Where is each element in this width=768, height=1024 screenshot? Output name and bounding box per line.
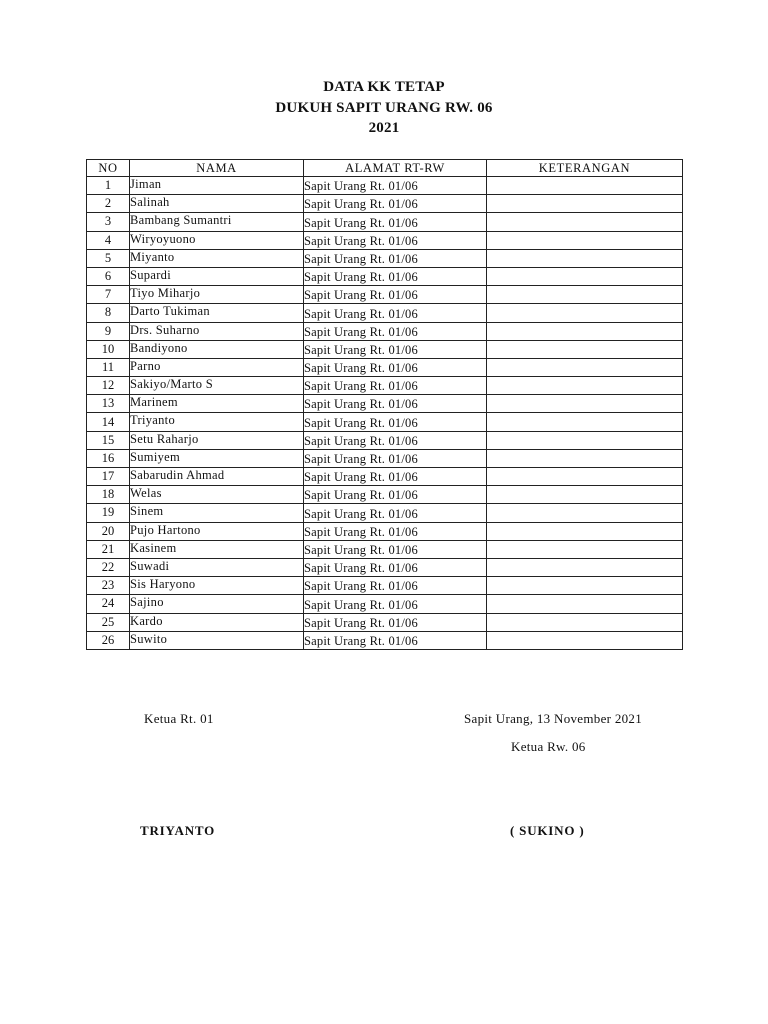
cell-keterangan xyxy=(487,322,683,340)
cell-keterangan xyxy=(487,413,683,431)
table-row xyxy=(87,504,683,522)
cell-no: 12 xyxy=(87,377,130,395)
table-row xyxy=(87,522,683,540)
cell-nama: Setu Raharjo xyxy=(130,431,304,449)
cell-alamat: Sapit Urang Rt. 01/06 xyxy=(304,286,487,304)
cell-nama: Suwito xyxy=(130,631,304,649)
table-row xyxy=(87,577,683,595)
cell-alamat: Sapit Urang Rt. 01/06 xyxy=(304,431,487,449)
cell-no: 2 xyxy=(87,195,130,213)
cell-nama: Darto Tukiman xyxy=(130,304,304,322)
table-header-row xyxy=(87,160,683,177)
cell-keterangan xyxy=(487,486,683,504)
table-row xyxy=(87,395,683,413)
cell-keterangan xyxy=(487,577,683,595)
cell-nama: Triyanto xyxy=(130,413,304,431)
place-and-date: Sapit Urang, 13 November 2021 xyxy=(464,711,643,726)
signature-left-role: Ketua Rt. 01 xyxy=(144,711,214,726)
table-row xyxy=(87,358,683,376)
cell-alamat: Sapit Urang Rt. 01/06 xyxy=(304,540,487,558)
cell-nama: Sabarudin Ahmad xyxy=(130,468,304,486)
cell-alamat: Sapit Urang Rt. 01/06 xyxy=(304,249,487,267)
cell-keterangan xyxy=(487,540,683,558)
cell-keterangan xyxy=(487,468,683,486)
table-row xyxy=(87,468,683,486)
cell-keterangan xyxy=(487,522,683,540)
cell-alamat: Sapit Urang Rt. 01/06 xyxy=(304,322,487,340)
table-body xyxy=(87,177,683,650)
cell-nama: Kasinem xyxy=(130,540,304,558)
cell-alamat: Sapit Urang Rt. 01/06 xyxy=(304,304,487,322)
cell-no: 26 xyxy=(87,631,130,649)
cell-nama: Sis Haryono xyxy=(130,577,304,595)
cell-alamat: Sapit Urang Rt. 01/06 xyxy=(304,577,487,595)
cell-no: 6 xyxy=(87,267,130,285)
cell-nama: Salinah xyxy=(130,195,304,213)
cell-alamat: Sapit Urang Rt. 01/06 xyxy=(304,177,487,195)
cell-nama: Wiryoyuono xyxy=(130,231,304,249)
cell-no: 25 xyxy=(87,613,130,631)
cell-nama: Sinem xyxy=(130,504,304,522)
cell-nama: Jiman xyxy=(130,177,304,195)
cell-no: 22 xyxy=(87,558,130,576)
cell-nama: Welas xyxy=(130,486,304,504)
cell-nama: Parno xyxy=(130,358,304,376)
kk-table xyxy=(86,159,683,650)
cell-no: 18 xyxy=(87,486,130,504)
cell-keterangan xyxy=(487,449,683,467)
table-row xyxy=(87,486,683,504)
cell-keterangan xyxy=(487,195,683,213)
cell-keterangan xyxy=(487,231,683,249)
cell-alamat: Sapit Urang Rt. 01/06 xyxy=(304,522,487,540)
table-row xyxy=(87,213,683,231)
cell-nama: Tiyo Miharjo xyxy=(130,286,304,304)
cell-nama: Bambang Sumantri xyxy=(130,213,304,231)
cell-keterangan xyxy=(487,177,683,195)
table-row xyxy=(87,413,683,431)
cell-alamat: Sapit Urang Rt. 01/06 xyxy=(304,504,487,522)
cell-nama: Suwadi xyxy=(130,558,304,576)
cell-keterangan xyxy=(487,613,683,631)
cell-no: 4 xyxy=(87,231,130,249)
column-header-no: NO xyxy=(87,160,130,177)
cell-nama: Sakiyo/Marto S xyxy=(130,377,304,395)
cell-alamat: Sapit Urang Rt. 01/06 xyxy=(304,195,487,213)
signature-left-name: TRIYANTO xyxy=(140,823,216,838)
cell-no: 17 xyxy=(87,468,130,486)
cell-no: 3 xyxy=(87,213,130,231)
cell-alamat: Sapit Urang Rt. 01/06 xyxy=(304,613,487,631)
table-row xyxy=(87,431,683,449)
table-row xyxy=(87,177,683,195)
cell-alamat: Sapit Urang Rt. 01/06 xyxy=(304,358,487,376)
cell-alamat: Sapit Urang Rt. 01/06 xyxy=(304,395,487,413)
cell-keterangan xyxy=(487,213,683,231)
cell-keterangan xyxy=(487,558,683,576)
cell-no: 21 xyxy=(87,540,130,558)
cell-alamat: Sapit Urang Rt. 01/06 xyxy=(304,340,487,358)
cell-no: 24 xyxy=(87,595,130,613)
table-row xyxy=(87,595,683,613)
document-title: DATA KK TETAP xyxy=(323,79,445,95)
table-row xyxy=(87,449,683,467)
cell-no: 15 xyxy=(87,431,130,449)
column-header-keterangan: KETERANGAN xyxy=(487,160,683,177)
document-year: 2021 xyxy=(368,120,400,136)
cell-nama: Sajino xyxy=(130,595,304,613)
cell-no: 16 xyxy=(87,449,130,467)
cell-keterangan xyxy=(487,631,683,649)
table-row xyxy=(87,322,683,340)
cell-alamat: Sapit Urang Rt. 01/06 xyxy=(304,558,487,576)
cell-nama: Pujo Hartono xyxy=(130,522,304,540)
cell-keterangan xyxy=(487,249,683,267)
cell-keterangan xyxy=(487,377,683,395)
cell-keterangan xyxy=(487,286,683,304)
cell-nama: Drs. Suharno xyxy=(130,322,304,340)
cell-no: 19 xyxy=(87,504,130,522)
cell-no: 10 xyxy=(87,340,130,358)
cell-keterangan xyxy=(487,395,683,413)
table-row xyxy=(87,195,683,213)
cell-no: 23 xyxy=(87,577,130,595)
cell-keterangan xyxy=(487,595,683,613)
cell-no: 14 xyxy=(87,413,130,431)
column-header-nama: NAMA xyxy=(130,160,304,177)
cell-nama: Sumiyem xyxy=(130,449,304,467)
table-row xyxy=(87,231,683,249)
table-row xyxy=(87,377,683,395)
cell-nama: Miyanto xyxy=(130,249,304,267)
cell-nama: Kardo xyxy=(130,613,304,631)
cell-keterangan xyxy=(487,304,683,322)
cell-keterangan xyxy=(487,340,683,358)
signature-right-role: Ketua Rw. 06 xyxy=(511,739,586,754)
cell-alamat: Sapit Urang Rt. 01/06 xyxy=(304,267,487,285)
cell-keterangan xyxy=(487,267,683,285)
cell-nama: Supardi xyxy=(130,267,304,285)
table-row xyxy=(87,286,683,304)
cell-alamat: Sapit Urang Rt. 01/06 xyxy=(304,213,487,231)
table-row xyxy=(87,540,683,558)
cell-keterangan xyxy=(487,504,683,522)
cell-alamat: Sapit Urang Rt. 01/06 xyxy=(304,595,487,613)
cell-no: 1 xyxy=(87,177,130,195)
cell-alamat: Sapit Urang Rt. 01/06 xyxy=(304,413,487,431)
cell-no: 5 xyxy=(87,249,130,267)
cell-no: 8 xyxy=(87,304,130,322)
cell-alamat: Sapit Urang Rt. 01/06 xyxy=(304,449,487,467)
cell-no: 7 xyxy=(87,286,130,304)
cell-no: 9 xyxy=(87,322,130,340)
cell-keterangan xyxy=(487,431,683,449)
document-subtitle: DUKUH SAPIT URANG RW. 06 xyxy=(275,100,493,116)
table-row xyxy=(87,249,683,267)
table-row xyxy=(87,631,683,649)
cell-no: 13 xyxy=(87,395,130,413)
table-row xyxy=(87,613,683,631)
cell-no: 11 xyxy=(87,358,130,376)
cell-keterangan xyxy=(487,358,683,376)
cell-nama: Marinem xyxy=(130,395,304,413)
table-row xyxy=(87,304,683,322)
cell-nama: Bandiyono xyxy=(130,340,304,358)
signature-right-name: ( SUKINO ) xyxy=(510,823,585,838)
cell-alamat: Sapit Urang Rt. 01/06 xyxy=(304,231,487,249)
cell-alamat: Sapit Urang Rt. 01/06 xyxy=(304,377,487,395)
cell-alamat: Sapit Urang Rt. 01/06 xyxy=(304,631,487,649)
table-row xyxy=(87,267,683,285)
column-header-alamat: ALAMAT RT-RW xyxy=(304,160,487,177)
cell-alamat: Sapit Urang Rt. 01/06 xyxy=(304,468,487,486)
cell-no: 20 xyxy=(87,522,130,540)
cell-alamat: Sapit Urang Rt. 01/06 xyxy=(304,486,487,504)
table-row xyxy=(87,558,683,576)
table-row xyxy=(87,340,683,358)
